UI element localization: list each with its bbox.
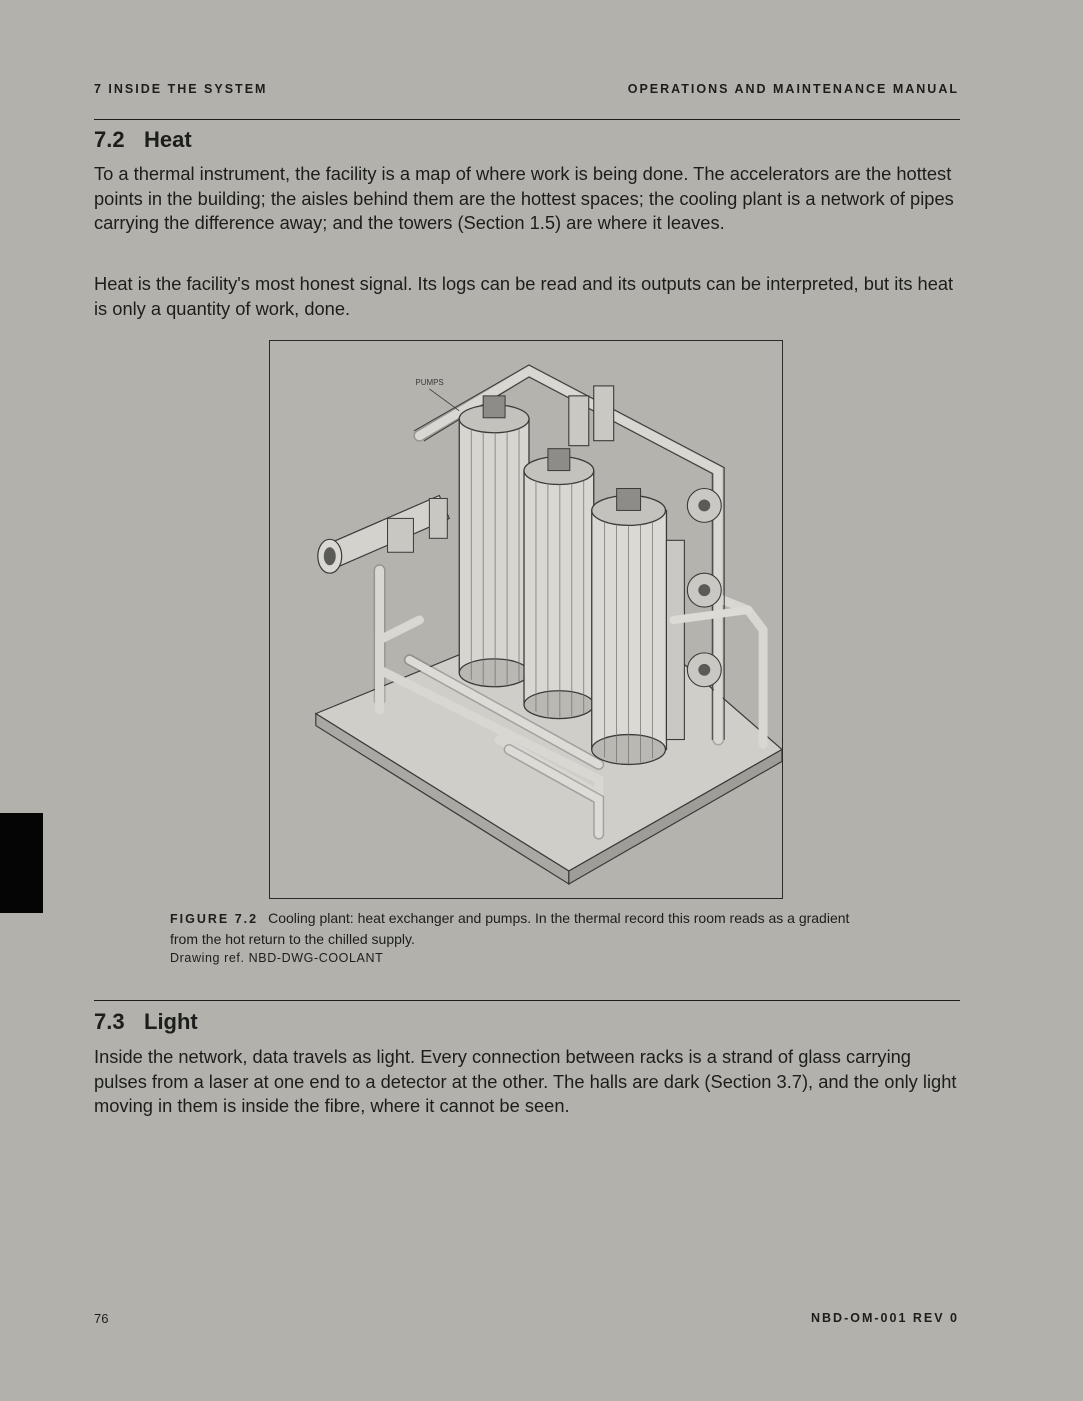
- figure-caption-text: Cooling plant: heat exchanger and pumps. In the thermal record this room reads as a gradient from the hot return to the chilled supply.: [170, 910, 850, 947]
- section-number: 7.3: [94, 1009, 125, 1034]
- chapter-header: 7 INSIDE THE SYSTEM: [94, 82, 268, 96]
- running-header: [94, 82, 959, 96]
- header-rule: [94, 119, 960, 120]
- section-heading-light: [94, 1009, 198, 1035]
- section-rule: [94, 1000, 960, 1001]
- cooling-plant-drawing: [270, 341, 782, 898]
- cooling-plant-figure: [269, 340, 783, 899]
- chapter-thumb-tab: [0, 813, 43, 913]
- section-heading-heat: [94, 127, 192, 153]
- manual-title-header: OPERATIONS AND MAINTENANCE MANUAL: [627, 82, 959, 96]
- figure-caption: [170, 908, 870, 949]
- page-number: 76: [94, 1311, 109, 1326]
- document-id: NBD-OM-001 REV 0: [811, 1311, 959, 1325]
- section-title: Light: [144, 1009, 198, 1034]
- paragraph: To a thermal instrument, the facility is a map of where work is being done. The accelerators are the hottest points in the building; the aisles behind them are the hottest spaces; the cooling plant is a network of pipes carrying the difference away; and the towers (Section 1.5) are where it leaves.: [94, 163, 954, 233]
- figure-label: FIGURE 7.2: [170, 912, 259, 926]
- drawing-callout-label: PUMPS: [415, 377, 444, 387]
- drawing-reference: Drawing ref. NBD-DWG-COOLANT: [170, 951, 384, 965]
- section-number: 7.2: [94, 127, 125, 152]
- section-title: Heat: [144, 127, 192, 152]
- paragraph: Inside the network, data travels as light. Every connection between racks is a strand of glass carrying pulses from a laser at one end to a detector at the other. The halls are dark (Section 3.7), and the only light moving in them is inside the fibre, where it cannot be seen.: [94, 1046, 957, 1116]
- paragraph: Heat is the facility's most honest signal. Its logs can be read and its outputs can be interpreted, but its heat is only a quantity of work, done.: [94, 273, 954, 319]
